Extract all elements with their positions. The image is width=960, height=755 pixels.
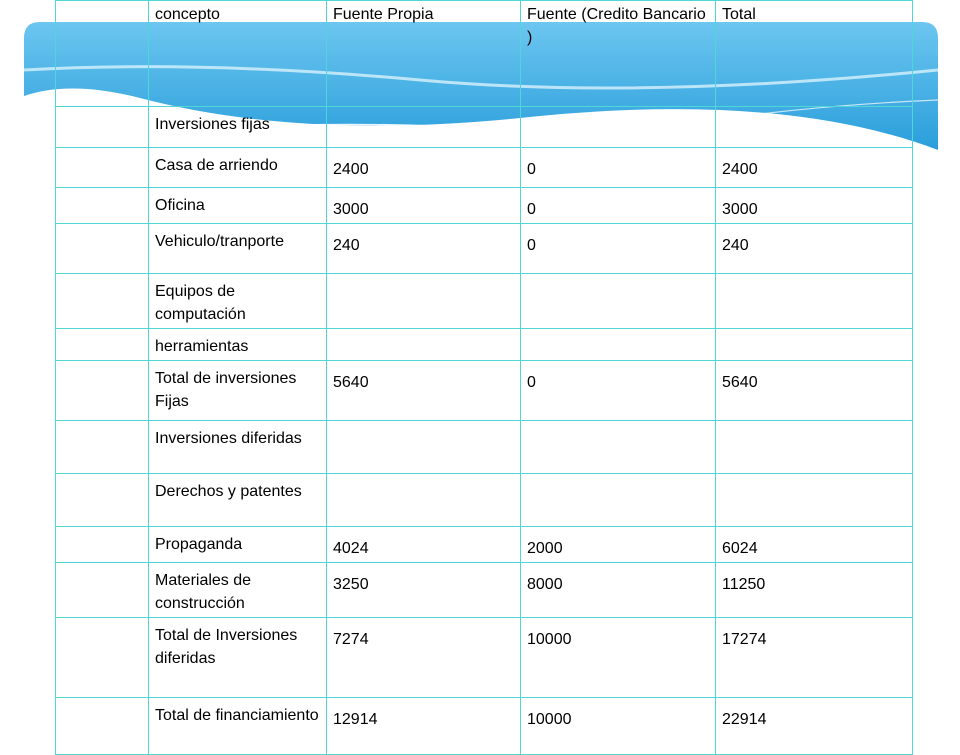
table-cell: 17274 xyxy=(716,618,913,698)
table-cell: herramientas xyxy=(149,329,327,361)
table-cell: Inversiones fijas xyxy=(149,107,327,148)
table-cell: Total de Inversiones diferidas xyxy=(149,618,327,698)
table-row xyxy=(56,329,913,361)
table-cell: 5640 xyxy=(327,361,521,421)
table-cell: 240 xyxy=(327,224,521,274)
table-cell xyxy=(521,274,716,329)
table-cell: 7274 xyxy=(327,618,521,698)
table-row xyxy=(56,563,913,618)
table-cell xyxy=(327,421,521,474)
table-cell: 8000 xyxy=(521,563,716,618)
table-row xyxy=(56,148,913,188)
table-header-row xyxy=(56,1,913,107)
header-cell: Fuente (Credito Bancario ) xyxy=(521,1,716,107)
table-cell: Derechos y patentes xyxy=(149,474,327,527)
table-cell: 4024 xyxy=(327,527,521,563)
header-cell: concepto xyxy=(149,1,327,107)
table-cell xyxy=(716,107,913,148)
table-row xyxy=(56,474,913,527)
table-cell: Materiales de construcción xyxy=(149,563,327,618)
table-row xyxy=(56,527,913,563)
table-cell: 0 xyxy=(521,148,716,188)
table-cell: Oficina xyxy=(149,188,327,224)
table-cell xyxy=(327,329,521,361)
table-cell: 11250 xyxy=(716,563,913,618)
table-cell: 0 xyxy=(521,361,716,421)
financing-table xyxy=(55,0,913,755)
table-cell: 12914 xyxy=(327,698,521,755)
table-cell: 240 xyxy=(716,224,913,274)
table-cell xyxy=(521,421,716,474)
table-cell: 0 xyxy=(521,224,716,274)
table-cell: 3250 xyxy=(327,563,521,618)
table-row xyxy=(56,224,913,274)
table-cell xyxy=(716,421,913,474)
table-cell: Casa de arriendo xyxy=(149,148,327,188)
table-cell: 10000 xyxy=(521,698,716,755)
table-cell: 2400 xyxy=(327,148,521,188)
table-cell xyxy=(521,474,716,527)
table-cell xyxy=(716,329,913,361)
table-cell: 2400 xyxy=(716,148,913,188)
table-cell: Equipos de computación xyxy=(149,274,327,329)
table-cell: 22914 xyxy=(716,698,913,755)
table-cell xyxy=(327,474,521,527)
table-row xyxy=(56,618,913,698)
table-row xyxy=(56,421,913,474)
table-cell: Vehiculo/tranporte xyxy=(149,224,327,274)
table-cell: 10000 xyxy=(521,618,716,698)
table-cell: Propaganda xyxy=(149,527,327,563)
table-row xyxy=(56,361,913,421)
table-cell: 2000 xyxy=(521,527,716,563)
table-cell xyxy=(327,107,521,148)
table-cell: Inversiones diferidas xyxy=(149,421,327,474)
table-cell: Total de inversiones Fijas xyxy=(149,361,327,421)
header-cell: Total xyxy=(716,1,913,107)
table-cell: 6024 xyxy=(716,527,913,563)
table-cell: Total de financiamiento xyxy=(149,698,327,755)
table-cell: 0 xyxy=(521,188,716,224)
table-cell: 5640 xyxy=(716,361,913,421)
table-row xyxy=(56,698,913,755)
table-row xyxy=(56,107,913,148)
table-cell xyxy=(327,274,521,329)
table-cell xyxy=(716,474,913,527)
table-row xyxy=(56,188,913,224)
table-row xyxy=(56,274,913,329)
table-cell xyxy=(521,329,716,361)
table-cell xyxy=(716,274,913,329)
table-cell: 3000 xyxy=(327,188,521,224)
header-cell: Fuente Propia xyxy=(327,1,521,107)
table-cell: 3000 xyxy=(716,188,913,224)
table-cell xyxy=(521,107,716,148)
